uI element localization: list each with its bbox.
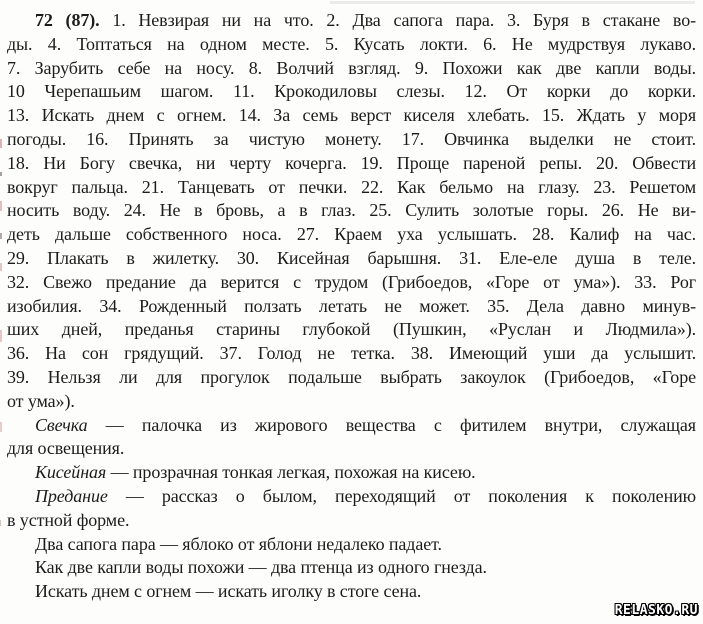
text-line [7,295,696,319]
text-line [7,199,696,223]
scan-artifact [0,172,2,176]
text-line [7,128,696,152]
text-run: — прозрачная тонкая легкая, похожая на кисею. [106,462,476,483]
text-run: погоды. 16. Принять за чистую монету. 17. Овчинка выделки не стоит. [7,128,696,149]
scan-artifact [0,330,2,342]
text-line [7,437,696,461]
text-line [7,580,696,604]
text-line [7,366,696,390]
text-line [7,509,696,533]
text-run: деть дальше собственного носа. 27. Краем уха услышать. 28. Калиф на час. [7,224,696,245]
text-run: вокруг пальца. 21. Танцевать от печки. 22. Как бельмо на глазу. 23. Решетом [7,176,696,197]
text-run: для освещения. [7,438,125,459]
text-run: 39. Нельзя ли для прогулок подальше выбрать закоулок (Грибоедов, «Горе [7,366,696,387]
text-line [7,80,696,104]
scan-artifact [0,263,2,271]
text-run: Два сапога пара — яблоко от яблони недалеко падает. [35,533,442,554]
text-line [7,414,696,438]
scan-artifact [330,1,695,4]
text-run: 36. На сон грядущий. 37. Голод не тетка. 38. Имеющий уши да услышит. [7,343,696,364]
text-line [7,33,696,57]
defined-term: Свечка [35,414,88,435]
text-run: 7. Зарубить себе на носу. 8. Волчий взгляд. 9. Похожи как две капли воды. [7,57,696,78]
text-run: 1. Невзирая ни на что. 2. Два сапога пара. 3. Буря в стакане во- [99,10,696,30]
text-run: Как две капли воды похожи — два птенца из одного гнезда. [35,557,487,578]
text-run: 18. Ни Богу свечка, ни черту кочерга. 19. Проще пареной репы. 20. Обвести [7,152,696,173]
text-run: ших дней, преданья старины глубокой (Пушкин, «Руслан и Людмила»). [7,319,696,340]
text-line [7,104,696,128]
text-run: — рассказ о былом, переходящий от поколения к поколению [107,485,696,506]
scan-artifact [0,201,2,211]
text-run: — палочка из жирового вещества с фитилем внутри, служащая [87,414,696,435]
text-run: 13. Искать днем с огнем. 14. За семь верст киселя хлебать. 15. Ждать у моря [7,105,696,126]
text-run: 32. Свежо предание да верится с трудом (Грибоедов, «Горе от ума»). 33. Рог [7,271,696,292]
text-line [7,318,696,342]
text-run: носить воду. 24. Не в бровь, а в глаз. 25. Сулить золотые горы. 26. Не ви- [7,200,696,221]
text-line [7,533,696,557]
text-run: ды. 4. Топтаться на одном месте. 5. Кусать локти. 6. Не мудрствуя лукаво. [7,33,696,54]
text-line [7,57,696,81]
text-line [7,247,696,271]
text-run: 10 Черепашьим шагом. 11. Крокодиловы слезы. 12. От корки до корки. [7,81,696,102]
text-line [7,223,696,247]
text-line [7,485,696,509]
text-line [7,176,696,200]
text-run: от ума»). [7,390,75,411]
text-line [7,9,696,33]
watermark: RELASKO.RU [614,603,698,618]
exercise-text [7,9,696,604]
text-line [7,556,696,580]
text-line [7,342,696,366]
text-line [7,390,696,414]
text-run: 29. Плакать в жилетку. 30. Кисейная барышня. 31. Еле-еле душа в теле. [7,247,696,268]
text-run: Искать днем с огнем — искать иголку в стоге сена. [35,581,422,602]
text-run: изобилия. 34. Рожденный ползать летать не может. 35. Дела давно минув- [7,295,696,316]
text-line [7,461,696,485]
text-line [7,152,696,176]
defined-term: Предание [35,485,108,506]
scan-artifact [0,422,2,432]
scan-artifact [0,520,1,526]
text-run: в устной форме. [7,509,130,530]
defined-term: Кисейная [35,462,107,483]
scan-artifact [0,139,2,148]
exercise-number: 72 (87). [35,10,100,30]
text-line [7,271,696,295]
scan-artifact [0,233,2,239]
